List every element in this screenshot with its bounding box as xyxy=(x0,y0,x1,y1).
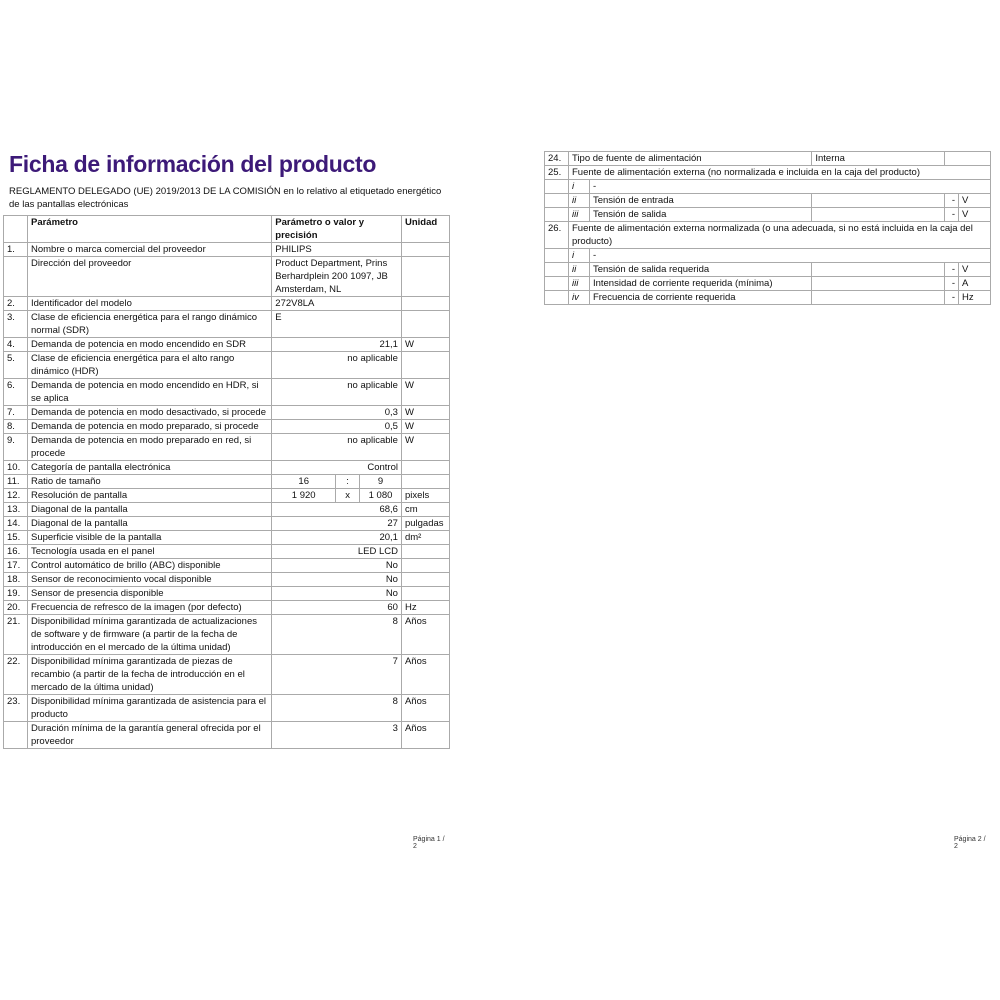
unit-cell xyxy=(401,559,449,573)
unit-cell xyxy=(401,461,449,475)
row-number: 16. xyxy=(4,545,28,559)
value-cell: 60 xyxy=(272,601,402,615)
parameter-cell: Disponibilidad mínima garantizada de actualizaciones de software y de firmware (a partir de la fecha de introducción en el mercado de la última unidad) xyxy=(27,615,271,655)
row-number: 21. xyxy=(4,615,28,655)
table-row xyxy=(4,461,450,475)
value-cell: 3 xyxy=(272,722,402,749)
unit-cell xyxy=(401,311,449,338)
sub-row xyxy=(545,194,991,208)
sub-row xyxy=(545,263,991,277)
parameter-cell: Superficie visible de la pantalla xyxy=(27,531,271,545)
parameter-cell: Disponibilidad mínima garantizada de asistencia para el producto xyxy=(27,695,271,722)
table-row xyxy=(4,615,450,655)
empty-cell xyxy=(945,152,991,166)
row-number: 15. xyxy=(4,531,28,545)
unit-cell xyxy=(401,297,449,311)
sub-parameter: Frecuencia de corriente requerida xyxy=(589,291,811,305)
table-row xyxy=(4,517,450,531)
page-2 xyxy=(544,150,991,850)
table-row xyxy=(4,379,450,406)
row-number: 18. xyxy=(4,573,28,587)
value-cell: PHILIPS xyxy=(272,243,402,257)
empty-cell xyxy=(812,263,945,277)
unit-cell: dm² xyxy=(401,531,449,545)
row-number: 14. xyxy=(4,517,28,531)
table-row xyxy=(4,601,450,615)
unit-cell: cm xyxy=(401,503,449,517)
value-cell: No xyxy=(272,573,402,587)
sub-row xyxy=(545,180,991,194)
unit-cell: W xyxy=(401,420,449,434)
value-cell: 0,3 xyxy=(272,406,402,420)
empty-cell xyxy=(545,249,569,263)
unit-cell xyxy=(401,545,449,559)
row-number: 2. xyxy=(4,297,28,311)
unit-cell: Años xyxy=(401,615,449,655)
sub-parameter: Intensidad de corriente requerida (mínima) xyxy=(589,277,811,291)
sub-row xyxy=(545,208,991,222)
row-number: 11. xyxy=(4,475,28,489)
parameter-cell: Control automático de brillo (ABC) disponible xyxy=(27,559,271,573)
table-row xyxy=(545,222,991,249)
value-cell: 8 xyxy=(272,615,402,655)
header-value: Parámetro o valor y precisión xyxy=(272,216,402,243)
row-number: 8. xyxy=(4,420,28,434)
table-row xyxy=(4,297,450,311)
sub-row xyxy=(545,291,991,305)
row-number: 1. xyxy=(4,243,28,257)
unit-cell: Hz xyxy=(401,601,449,615)
table-row xyxy=(4,434,450,461)
sub-index: ii xyxy=(568,194,589,208)
table-row xyxy=(4,311,450,338)
sub-unit: V xyxy=(959,263,991,277)
separator-cell: : xyxy=(336,475,360,489)
table-row xyxy=(4,573,450,587)
value-cell: no aplicable xyxy=(272,352,402,379)
row-number: 25. xyxy=(545,166,569,180)
row-number: 10. xyxy=(4,461,28,475)
value-cell: Interna xyxy=(812,152,945,166)
row-number: 5. xyxy=(4,352,28,379)
table-header-row xyxy=(4,216,450,243)
value-b-cell: 1 080 xyxy=(360,489,402,503)
unit-cell: W xyxy=(401,338,449,352)
parameter-cell: Demanda de potencia en modo desactivado, si procede xyxy=(27,406,271,420)
row-number: 12. xyxy=(4,489,28,503)
table-row xyxy=(4,243,450,257)
row-number: 4. xyxy=(4,338,28,352)
row-number: 22. xyxy=(4,655,28,695)
table-row xyxy=(4,257,450,297)
parameter-cell: Ratio de tamaño xyxy=(27,475,271,489)
sub-parameter: Tensión de entrada xyxy=(589,194,811,208)
parameter-cell: Fuente de alimentación externa normalizada (o una adecuada, si no está incluida en la caja del producto) xyxy=(568,222,990,249)
table-row xyxy=(545,152,991,166)
header-param: Parámetro xyxy=(27,216,271,243)
empty-cell xyxy=(545,208,569,222)
parameter-cell: Fuente de alimentación externa (no normalizada e incluida en la caja del producto) xyxy=(568,166,990,180)
parameter-cell: Identificador del modelo xyxy=(27,297,271,311)
empty-cell xyxy=(812,277,945,291)
parameter-cell: Tecnología usada en el panel xyxy=(27,545,271,559)
row-number: 9. xyxy=(4,434,28,461)
sub-value: - xyxy=(945,194,959,208)
empty-cell xyxy=(812,291,945,305)
parameter-cell: Clase de eficiencia energética para el alto rango dinámico (HDR) xyxy=(27,352,271,379)
sub-index: i xyxy=(568,249,589,263)
parameter-cell: Dirección del proveedor xyxy=(27,257,271,297)
table-row xyxy=(4,587,450,601)
parameter-cell: Sensor de presencia disponible xyxy=(27,587,271,601)
row-number: 19. xyxy=(4,587,28,601)
empty-cell xyxy=(545,180,569,194)
empty-cell xyxy=(545,291,569,305)
unit-cell xyxy=(401,257,449,297)
parameter-cell: Demanda de potencia en modo preparado en red, si procede xyxy=(27,434,271,461)
sub-value: - xyxy=(945,291,959,305)
table-row xyxy=(4,420,450,434)
parameter-cell: Duración mínima de la garantía general ofrecida por el proveedor xyxy=(27,722,271,749)
table-row xyxy=(4,352,450,379)
value-cell: 27 xyxy=(272,517,402,531)
parameter-cell: Demanda de potencia en modo encendido en HDR, si se aplica xyxy=(27,379,271,406)
value-cell: 7 xyxy=(272,655,402,695)
page-title: Ficha de información del producto xyxy=(9,151,377,177)
row-number: 13. xyxy=(4,503,28,517)
unit-cell xyxy=(401,587,449,601)
value-cell: Control xyxy=(272,461,402,475)
sub-value: - xyxy=(945,263,959,277)
unit-cell: pixels xyxy=(401,489,449,503)
sub-index: i xyxy=(568,180,589,194)
sub-row xyxy=(545,249,991,263)
row-number: 3. xyxy=(4,311,28,338)
parameter-cell: Sensor de reconocimiento vocal disponible xyxy=(27,573,271,587)
empty-cell xyxy=(812,194,945,208)
regulation-subtitle xyxy=(9,185,449,211)
value-cell: 21,1 xyxy=(272,338,402,352)
page-1 xyxy=(3,150,450,850)
sub-unit: V xyxy=(959,208,991,222)
empty-cell xyxy=(545,277,569,291)
value-cell: Product Department, Prins Berhardplein 200 1097, JB Amsterdam, NL xyxy=(272,257,402,297)
value-cell: 0,5 xyxy=(272,420,402,434)
resolution-row xyxy=(4,489,450,503)
separator-cell: x xyxy=(336,489,360,503)
parameter-cell: Frecuencia de refresco de la imagen (por defecto) xyxy=(27,601,271,615)
table-row xyxy=(545,166,991,180)
table-row xyxy=(4,338,450,352)
sub-row xyxy=(545,277,991,291)
row-number: 23. xyxy=(4,695,28,722)
table-row xyxy=(4,722,450,749)
parameter-cell: Demanda de potencia en modo preparado, si procede xyxy=(27,420,271,434)
sub-value: - xyxy=(945,208,959,222)
value-cell: No xyxy=(272,587,402,601)
value-cell: 272V8LA xyxy=(272,297,402,311)
parameter-cell: Categoría de pantalla electrónica xyxy=(27,461,271,475)
parameter-cell: Nombre o marca comercial del proveedor xyxy=(27,243,271,257)
value-cell: No xyxy=(272,559,402,573)
ratio-row xyxy=(4,475,450,489)
unit-cell xyxy=(401,475,449,489)
unit-cell: Años xyxy=(401,722,449,749)
table-row xyxy=(4,503,450,517)
parameter-cell: Diagonal de la pantalla xyxy=(27,503,271,517)
sub-index: iii xyxy=(568,208,589,222)
value-cell: no aplicable xyxy=(272,434,402,461)
sub-index: iv xyxy=(568,291,589,305)
row-number: 26. xyxy=(545,222,569,249)
unit-cell: Años xyxy=(401,655,449,695)
row-number xyxy=(4,257,28,297)
empty-cell xyxy=(545,263,569,277)
value-cell: E xyxy=(272,311,402,338)
parameter-cell: Disponibilidad mínima garantizada de piezas de recambio (a partir de la fecha de introducción en el mercado de la última unidad) xyxy=(27,655,271,695)
table-row xyxy=(4,655,450,695)
row-number: 17. xyxy=(4,559,28,573)
table-row xyxy=(4,545,450,559)
sub-parameter: - xyxy=(589,180,990,194)
value-cell: 68,6 xyxy=(272,503,402,517)
unit-cell: W xyxy=(401,434,449,461)
parameter-cell: Resolución de pantalla xyxy=(27,489,271,503)
sub-parameter: Tensión de salida requerida xyxy=(589,263,811,277)
unit-cell: Años xyxy=(401,695,449,722)
value-cell: LED LCD xyxy=(272,545,402,559)
value-a-cell: 16 xyxy=(272,475,336,489)
row-number: 20. xyxy=(4,601,28,615)
regulation-name: REGLAMENTO DELEGADO (UE) 2019/2013 DE LA COMISIÓN xyxy=(9,186,281,197)
sub-parameter: - xyxy=(589,249,990,263)
parameter-cell: Tipo de fuente de alimentación xyxy=(568,152,811,166)
table-row xyxy=(4,559,450,573)
sub-index: iii xyxy=(568,277,589,291)
sub-unit: Hz xyxy=(959,291,991,305)
value-cell: no aplicable xyxy=(272,379,402,406)
page-footer: Página 2 / 2 xyxy=(954,836,986,850)
row-number: 24. xyxy=(545,152,569,166)
product-info-table xyxy=(3,215,450,749)
parameter-cell: Diagonal de la pantalla xyxy=(27,517,271,531)
header-num-cell xyxy=(4,216,28,243)
unit-cell: W xyxy=(401,379,449,406)
row-number xyxy=(4,722,28,749)
table-row xyxy=(4,695,450,722)
header-unit: Unidad xyxy=(401,216,449,243)
sub-index: ii xyxy=(568,263,589,277)
page-footer: Página 1 / 2 xyxy=(413,836,445,850)
unit-cell xyxy=(401,243,449,257)
power-supply-table xyxy=(544,151,991,305)
sub-unit: A xyxy=(959,277,991,291)
parameter-cell: Clase de eficiencia energética para el rango dinámico normal (SDR) xyxy=(27,311,271,338)
table-row xyxy=(4,406,450,420)
value-b-cell: 9 xyxy=(360,475,402,489)
value-cell: 20,1 xyxy=(272,531,402,545)
empty-cell xyxy=(545,194,569,208)
sub-unit: V xyxy=(959,194,991,208)
sub-parameter: Tensión de salida xyxy=(589,208,811,222)
empty-cell xyxy=(812,208,945,222)
table-row xyxy=(4,531,450,545)
parameter-cell: Demanda de potencia en modo encendido en SDR xyxy=(27,338,271,352)
unit-cell xyxy=(401,573,449,587)
unit-cell: W xyxy=(401,406,449,420)
value-a-cell: 1 920 xyxy=(272,489,336,503)
sub-value: - xyxy=(945,277,959,291)
unit-cell: pulgadas xyxy=(401,517,449,531)
row-number: 6. xyxy=(4,379,28,406)
row-number: 7. xyxy=(4,406,28,420)
unit-cell xyxy=(401,352,449,379)
value-cell: 8 xyxy=(272,695,402,722)
regulation-scope: en lo relativo al etiquetado energético de las pantallas electrónicas xyxy=(9,186,442,210)
